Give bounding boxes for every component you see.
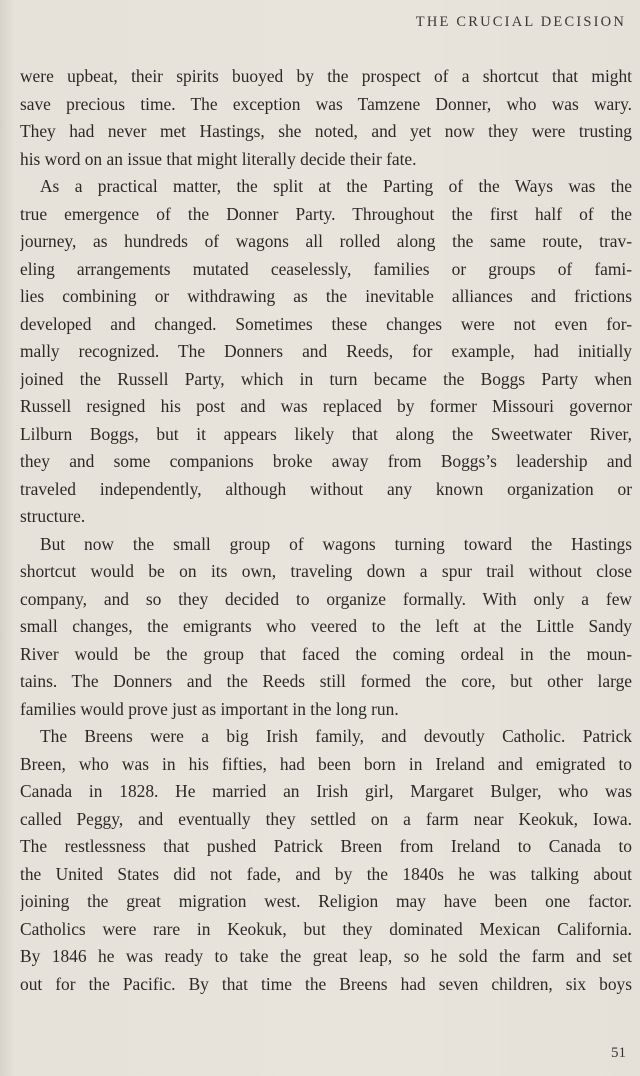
paragraph	[20, 723, 632, 998]
text-line: true emergence of the Donner Party. Throughout the first half of the	[20, 203, 632, 224]
text-line: called Peggy, and eventually they settled on a farm near Keokuk, Iowa.	[20, 808, 632, 829]
text-line: eling arrangements mutated ceaselessly, families or groups of fami-	[20, 258, 632, 279]
text-line: By 1846 he was ready to take the great leap, so he sold the farm and set	[20, 946, 632, 966]
body-text	[20, 63, 632, 998]
text-line: families would prove just as important in the long run.	[20, 698, 399, 719]
text-line: Lilburn Boggs, but it appears likely that along the Sweetwater River,	[20, 423, 632, 444]
text-line: Catholics were rare in Keokuk, but they dominated Mexican California.	[20, 918, 632, 939]
text-line: Breen, who was in his fifties, had been born in Ireland and emigrated to	[20, 753, 632, 774]
paragraph	[20, 63, 632, 173]
text-line: traveled independently, although without any known organization or	[20, 478, 632, 499]
page-number: 51	[611, 1045, 626, 1061]
text-line: lies combining or withdrawing as the inevitable alliances and frictions	[20, 286, 632, 306]
text-line: shortcut would be on its own, traveling down a spur trail without close	[20, 561, 632, 581]
text-line: his word on an issue that might literally decide their fate.	[20, 148, 417, 169]
text-line: Canada in 1828. He married an Irish girl, Margaret Bulger, who was	[20, 781, 632, 801]
text-line: the United States did not fade, and by the 1840s he was talking about	[20, 863, 632, 884]
text-line: They had never met Hastings, she noted, and yet now they were trusting	[20, 121, 632, 141]
text-line: joining the great migration west. Religion may have been one factor.	[20, 891, 632, 911]
text-line: small changes, the emigrants who veered to the left at the Little Sandy	[20, 616, 632, 636]
text-line: out for the Pacific. By that time the Breens had seven children, six boys	[20, 973, 632, 994]
text-line: were upbeat, their spirits buoyed by the prospect of a shortcut that might	[20, 66, 632, 86]
text-line: Russell resigned his post and was replaced by former Missouri governor	[20, 396, 632, 416]
paragraph	[20, 173, 632, 531]
text-line: The Breens were a big Irish family, and devoutly Catholic. Patrick	[40, 726, 632, 746]
running-head: THE CRUCIAL DECISION	[415, 14, 626, 30]
text-line: As a practical matter, the split at the Parting of the Ways was the	[40, 176, 632, 196]
text-line: The restlessness that pushed Patrick Breen from Ireland to Canada to	[20, 836, 632, 856]
text-line: joined the Russell Party, which in turn became the Boggs Party when	[20, 368, 632, 389]
text-line: River would be the group that faced the coming ordeal in the moun-	[20, 643, 632, 664]
text-line: they and some companions broke away from Boggs’s leadership and	[20, 451, 632, 471]
text-line: tains. The Donners and the Reeds still formed the core, but other large	[20, 671, 632, 691]
text-line: mally recognized. The Donners and Reeds, for example, had initially	[20, 341, 632, 361]
text-line: developed and changed. Sometimes these changes were not even for-	[20, 313, 632, 334]
text-line: journey, as hundreds of wagons all rolled along the same route, trav-	[20, 231, 632, 251]
text-line: save precious time. The exception was Tamzene Donner, who was wary.	[20, 93, 632, 114]
paragraph	[20, 531, 632, 724]
text-line: But now the small group of wagons turning toward the Hastings	[40, 533, 632, 554]
text-line: company, and so they decided to organize formally. With only a few	[20, 588, 632, 609]
text-line: structure.	[20, 506, 86, 526]
